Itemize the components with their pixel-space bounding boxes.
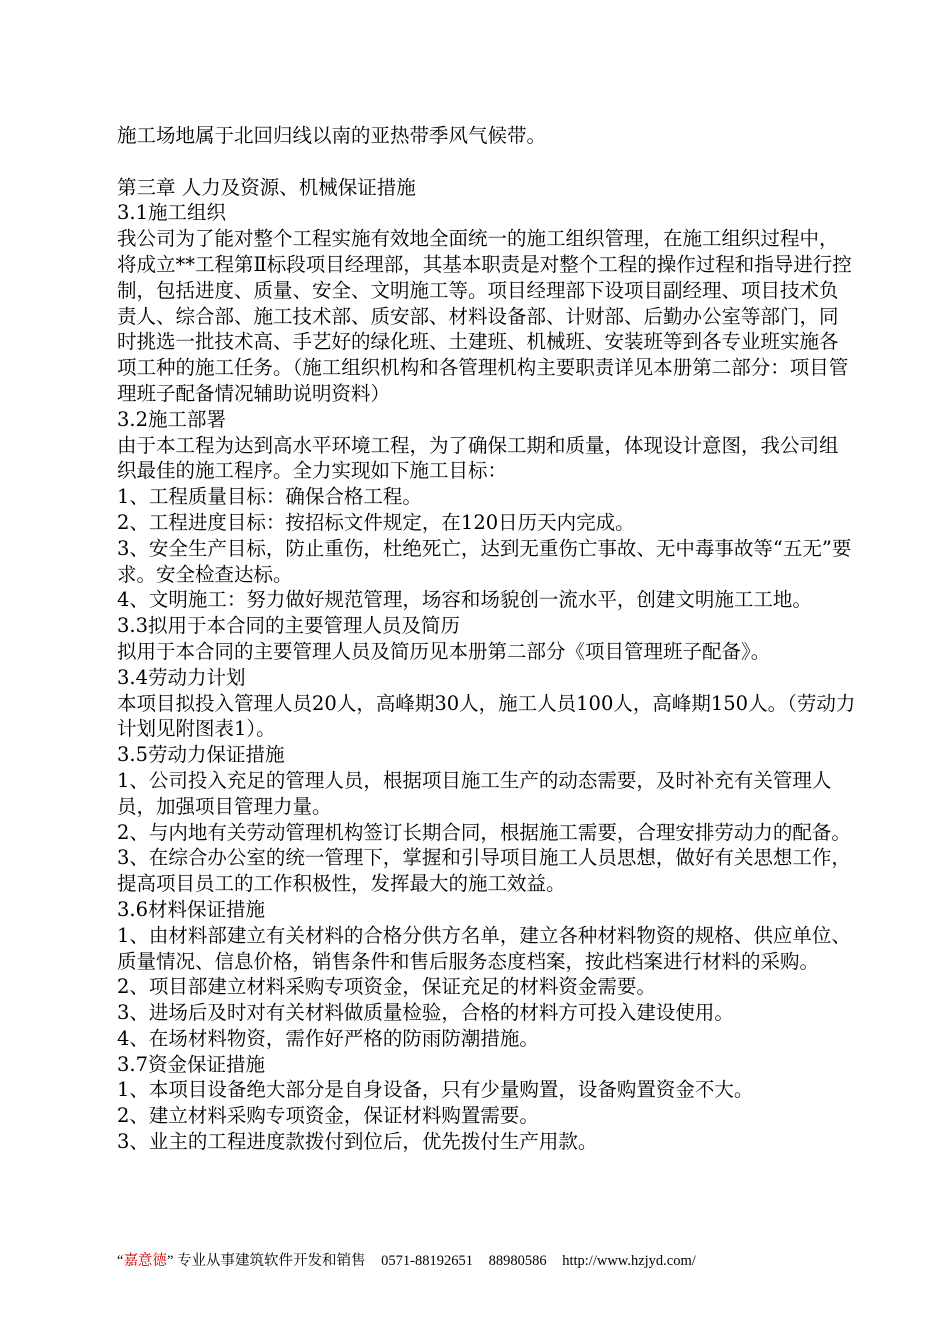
footer-quote-close: ” [166, 1253, 174, 1269]
list-item: 2、项目部建立材料采购专项资金，保证充足的材料资金需要。 [117, 975, 656, 999]
page-footer [117, 1252, 696, 1270]
section-heading: 3.4劳动力计划 [117, 665, 246, 689]
section-heading: 3.5劳动力保证措施 [117, 743, 285, 767]
footer-phone-1: 0571-88192651 [381, 1253, 473, 1269]
paragraph: 由于本工程为达到高水平环境工程，为了确保工期和质量，体现设计意图，我公司组织最佳的施工程序。全力实现如下施工目标： [117, 433, 839, 483]
list-item: 1、本项目设备绝大部分是自身设备，只有少量购置，设备购置资金不大。 [117, 1078, 754, 1102]
footer-phone-2: 88980586 [488, 1253, 547, 1269]
list-item: 1、公司投入充足的管理人员，根据项目施工生产的动态需要，及时补充有关管理人员，加强项目管理力量。 [117, 768, 832, 818]
list-item: 3、业主的工程进度款拨付到位后，优先拨付生产用款。 [117, 1130, 598, 1154]
section-3-7 [117, 1052, 857, 1155]
blank-line [117, 149, 857, 175]
section-3-6 [117, 897, 857, 1052]
paragraph: 我公司为了能对整个工程实施有效地全面统一的施工组织管理，在施工组织过程中，将成立**工程第Ⅱ标段项目经理部，其基本职责是对整个工程的操作过程和指导进行控制，包括进度、质量、安全、文明施工等。项目经理部下设项目副经理、项目技术负责人、综合部、施工技术部、质安部、材料设备部、计财部、后勤办公室等部门，同时挑选一批技术高、手艺好的绿化班、土建班、机械班、安装班等到各专业班实施各项工种的施工任务。（施工组织机构和各管理机构主要职责详见本册第二部分：项目管理班子配备情况辅助说明资料） [117, 227, 852, 405]
section-3-2 [117, 407, 857, 613]
section-heading: 3.7资金保证措施 [117, 1052, 266, 1076]
section-3-5 [117, 742, 857, 897]
list-item: 2、工程进度目标：按招标文件规定，在120日历天内完成。 [117, 510, 635, 534]
section-heading: 3.1施工组织 [117, 201, 227, 225]
section-3-3 [117, 613, 857, 665]
list-item: 4、在场材料物资，需作好严格的防雨防潮措施。 [117, 1026, 539, 1050]
list-item: 3、安全生产目标，防止重伤，杜绝死亡，达到无重伤亡事故、无中毒事故等“五无”要求。安全检查达标。 [117, 536, 852, 586]
footer-url-link[interactable]: http://www.hzjyd.com/ [562, 1253, 696, 1269]
document-body [117, 123, 857, 1155]
list-item: 2、建立材料采购专项资金，保证材料购置需要。 [117, 1104, 539, 1128]
section-heading: 3.3拟用于本合同的主要管理人员及简历 [117, 614, 461, 638]
chapter-title: 第三章 人力及资源、机械保证措施 [117, 175, 416, 199]
list-item: 1、由材料部建立有关材料的合格分供方名单，建立各种材料物资的规格、供应单位、质量情况、信息价格，销售条件和售后服务态度档案，按此档案进行材料的采购。 [117, 923, 851, 973]
section-heading: 3.6材料保证措施 [117, 897, 266, 921]
list-item: 3、进场后及时对有关材料做质量检验，合格的材料方可投入建设使用。 [117, 1001, 734, 1025]
paragraph: 本项目拟投入管理人员20人，高峰期30人，施工人员100人，高峰期150人。（劳动力计划见附图表1）。 [117, 691, 856, 741]
paragraph: 拟用于本合同的主要管理人员及简历见本册第二部分《项目管理班子配备》。 [117, 639, 771, 663]
section-heading: 3.2施工部署 [117, 407, 227, 431]
list-item: 4、文明施工：努力做好规范管理，场容和场貌创一流水平，创建文明施工工地。 [117, 588, 812, 612]
section-3-4 [117, 665, 857, 742]
list-item: 2、与内地有关劳动管理机构签订长期合同，根据施工需要，合理安排劳动力的配备。 [117, 820, 851, 844]
footer-brand: 嘉意德 [123, 1253, 167, 1269]
footer-slogan: 专业从事建筑软件开发和销售 [177, 1253, 366, 1269]
section-3-1 [117, 200, 857, 406]
intro-line: 施工场地属于北回归线以南的亚热带季风气候带。 [117, 124, 547, 147]
list-item: 1、工程质量目标：确保合格工程。 [117, 485, 422, 509]
list-item: 3、在综合办公室的统一管理下，掌握和引导项目施工人员思想，做好有关思想工作，提高项目员工的工作积极性，发挥最大的施工效益。 [117, 846, 851, 896]
footer-quote-open: “ [117, 1253, 124, 1269]
